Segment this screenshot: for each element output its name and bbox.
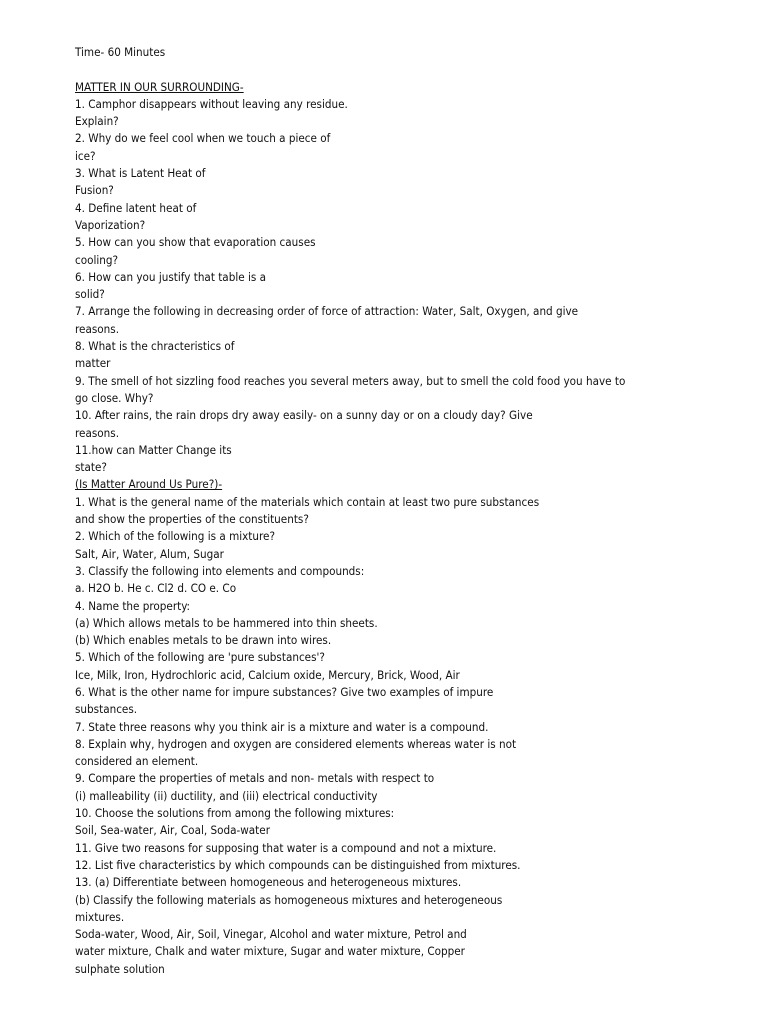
question-line: (b) Which enables metals to be drawn into wires. [75,633,332,648]
section-heading-is-matter-around-us-pure: (Is Matter Around Us Pure?)- [75,477,223,492]
question-line: Salt, Air, Water, Alum, Sugar [75,546,224,561]
question-line: 9. The smell of hot sizzling food reaches you several meters away, but to smell the cold food you have to [75,373,626,388]
question-line: 3. What is Latent Heat of [75,166,206,181]
question-line: a. H2O b. He c. Cl2 d. CO e. Co [75,581,237,596]
question-line: 6. How can you justify that table is a [75,269,266,284]
question-line: solid? [75,287,105,302]
question-line: water mixture, Chalk and water mixture, Sugar and water mixture, Copper [75,944,465,959]
question-line: 6. What is the other name for impure substances? Give two examples of impure [75,684,494,699]
question-line: 7. State three reasons why you think air is a mixture and water is a compound. [75,719,489,734]
question-line: ice? [75,148,96,163]
question-line: 11. Give two reasons for supposing that water is a compound and not a mixture. [75,840,497,855]
question-line: 2. Which of the following is a mixture? [75,529,275,544]
question-line: 5. Which of the following are 'pure substances'? [75,650,325,665]
document-page [75,44,695,978]
question-line: substances. [75,702,138,717]
question-line: 1. What is the general name of the materials which contain at least two pure substances [75,494,540,509]
question-line: reasons. [75,425,120,440]
question-line: (a) Which allows metals to be hammered into thin sheets. [75,615,378,630]
question-line: Ice, Milk, Iron, Hydrochloric acid, Calcium oxide, Mercury, Brick, Wood, Air [75,667,460,682]
question-line: 9. Compare the properties of metals and non- metals with respect to [75,771,435,786]
question-line: mixtures. [75,909,125,924]
time-limit: Time- 60 Minutes [75,45,166,59]
question-line: Fusion? [75,183,114,198]
spacer [75,61,695,78]
question-line: 13. (a) Differentiate between homogeneous and heterogeneous mixtures. [75,875,462,890]
question-line: 2. Why do we feel cool when we touch a piece of [75,131,331,146]
section-matter-in-our-surrounding [75,96,695,477]
question-line: (b) Classify the following materials as homogeneous mixtures and heterogeneous [75,892,503,907]
question-line: reasons. [75,321,120,336]
question-line: 8. What is the chracteristics of [75,339,235,354]
question-line: Explain? [75,114,119,129]
question-line: 12. List five characteristics by which compounds can be distinguished from mixtures. [75,857,521,872]
question-line: Vaporization? [75,217,146,232]
question-line: considered an element. [75,754,199,769]
section-is-matter-around-us-pure [75,494,695,978]
question-line: matter [75,356,111,371]
question-line: (i) malleability (ii) ductility, and (iii) electrical conductivity [75,788,378,803]
question-line: 10. After rains, the rain drops dry away easily- on a sunny day or on a cloudy day? Give [75,408,533,423]
question-line: Soil, Sea-water, Air, Coal, Soda-water [75,823,270,838]
question-line: 10. Choose the solutions from among the following mixtures: [75,806,395,821]
section-heading-matter-in-our-surrounding: MATTER IN OUR SURROUNDING- [75,79,244,94]
question-line: and show the properties of the constituents? [75,512,309,527]
question-line: 1. Camphor disappears without leaving any residue. [75,96,348,111]
question-line: 7. Arrange the following in decreasing order of force of attraction: Water, Salt, Oxygen, and give [75,304,579,319]
question-line: 4. Define latent heat of [75,200,197,215]
question-line: go close. Why? [75,390,154,405]
question-line: Soda-water, Wood, Air, Soil, Vinegar, Alcohol and water mixture, Petrol and [75,927,467,942]
question-line: 4. Name the property: [75,598,191,613]
question-line: 3. Classify the following into elements and compounds: [75,563,365,578]
question-line: 11.how can Matter Change its [75,442,232,457]
question-line: sulphate solution [75,961,165,976]
question-line: 5. How can you show that evaporation causes [75,235,316,250]
question-line: 8. Explain why, hydrogen and oxygen are considered elements whereas water is not [75,736,517,751]
question-line: state? [75,460,107,475]
question-line: cooling? [75,252,119,267]
